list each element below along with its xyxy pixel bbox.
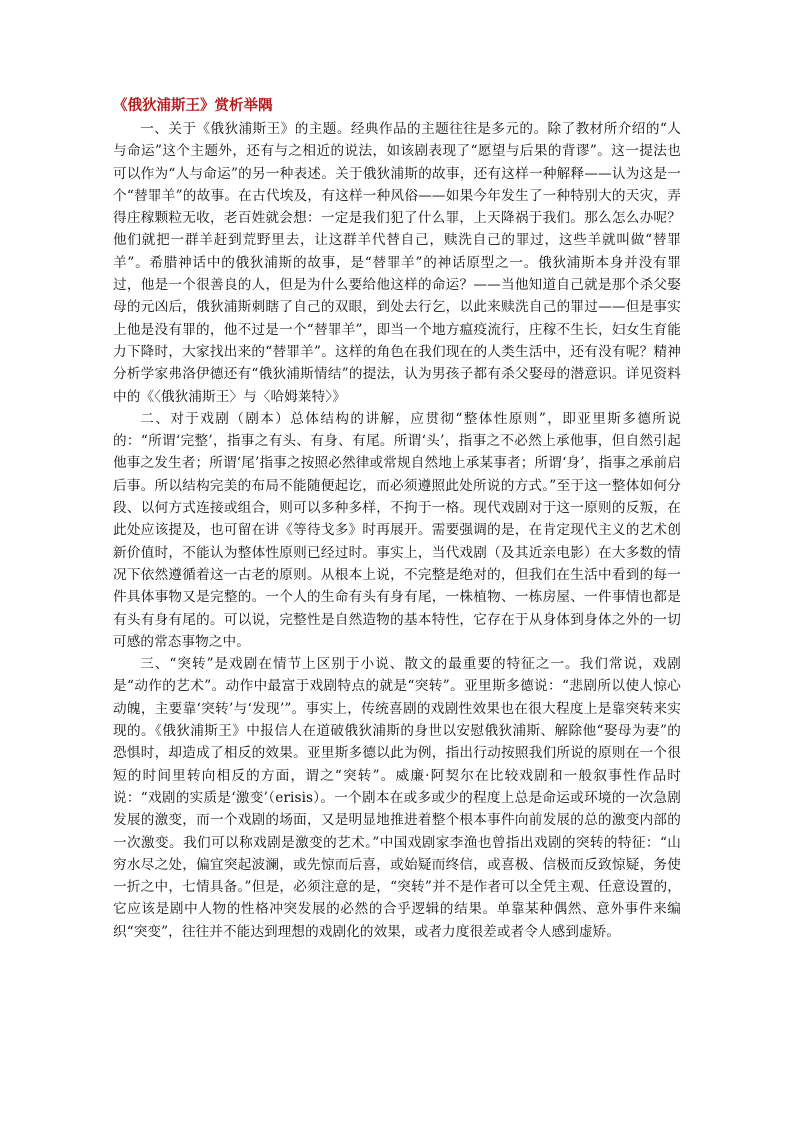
paragraph-theme: 一、关于《俄狄浦斯王》的主题。经典作品的主题往往是多元的。除了教材所介绍的“人与命运”这个主题外，还有与之相近的说法，如该剧表现了“愿望与后果的背谬”。这一提法也可以作为“人与命运”的另一种表述。关于俄狄浦斯的故事，还有这样一种解释——认为这是一个“替罪羊”的故事。在古代埃及，有这样一种风俗——如果今年发生了一种特别大的天灾，弄得庄稼颗粒无收，老百姓就会想：一定是我们犯了什么罪，上天降祸于我们。那么怎么办呢？他们就把一群羊赶到荒野里去，让这群羊代替自己，赎洗自己的罪过，这些羊就叫做“替罪羊”。希腊神话中的俄狄浦斯的故事，是“替罪羊”的神话原型之一。俄狄浦斯本身并没有罪过，他是一个很善良的人，但是为什么要给他这样的命运？——当他知道自己就是那个杀父娶母的元凶后，俄狄浦斯刺瞎了自己的双眼，到处去行乞，以此来赎洗自己的罪过——但是事实上他是没有罪的，他不过是一个“替罪羊”，即当一个地方瘟疫流行，庄稼不生长，妇女生育能力下降时，大家找出来的“替罪羊”。这样的角色在我们现在的人类生活中，还有没有呢？精神分析学家弗洛伊德还有“俄狄浦斯情结”的提法，认为男孩子都有杀父娶母的潜意识。详见资料中的《〈俄狄浦斯王〉与〈哈姆莱特〉》: [113, 121, 681, 405]
document-page: [113, 96, 681, 943]
paragraph-structure: 二、对于戏剧（剧本）总体结构的讲解，应贯彻“整体性原则”，即亚里斯多德所说的：“所谓‘完整’，指事之有头、有身、有尾。所谓‘头’，指事之不必然上承他事，但自然引起他事之发生者；所谓‘尾’指事之按照必然律或常规自然地上承某事者；所谓‘身’，指事之承前启后事。所以结构完美的布局不能随便起讫，而必须遵照此处所说的方式。”至于这一整体如何分段、以何方式连接或组合，则可以多种多样，不拘于一格。现代戏剧对于这一原则的反叛，在此处应该提及，也可留在讲《等待戈多》时再展开。需要强调的是，在肯定现代主义的艺术创新价值时，不能认为整体性原则已经过时。事实上，当代戏剧（及其近亲电影）在大多数的情况下依然遵循着这一古老的原则。从根本上说，不完整是绝对的，但我们在生活中看到的每一件具体事物又是完整的。一个人的生命有头有身有尾，一株植物、一栋房屋、一件事情也都是有头有身有尾的。可以说，完整性是自然造物的基本特性，它存在于从身体到身体之外的一切可感的常态事物之中。: [113, 410, 681, 650]
document-title: 《俄狄浦斯王》赏析举隅: [113, 98, 273, 114]
paragraph-reversal: 三、“突转”是戏剧在情节上区别于小说、散文的最重要的特征之一。我们常说，戏剧是“动作的艺术”。动作中最富于戏剧特点的就是“突转”。亚里斯多德说：“悲剧所以使人惊心动魄，主要靠‘突转’与‘发现’”。事实上，传统喜剧的戏剧性效果也在很大程度上是靠突转来实现的。《俄狄浦斯王》中报信人在道破俄狄浦斯的身世以安慰俄狄浦斯、解除他“娶母为妻”的恐惧时，却造成了相反的效果。亚里斯多德以此为例，指出行动按照我们所说的原则在一个很短的时间里转向相反的方面，谓之“突转”。威廉·阿契尔在比较戏剧和一般叙事性作品时说：“戏剧的实质是‘激变’（erisis）。一个剧本在或多或少的程度上总是命运或环境的一次急剧发展的激变，而一个戏剧的场面，又是明显地推进着整个根本事件向前发展的总的激变内部的一次激变。我们可以称戏剧是激变的艺术。”中国戏剧家李渔也曾指出戏剧的突转的特征：“山穷水尽之处，偏宜突起波澜，或先惊而后喜，或始疑而终信，或喜极、信极而反致惊疑，务使一折之中，七情具备。”但是，必须注意的是，“突转”并不是作者可以全凭主观、任意设置的，它应该是剧中人物的性格冲突发展的必然的合乎逻辑的结果。单靠某种偶然、意外事件来编织“突变”，往往并不能达到理想的戏剧化的效果，或者力度很差或者令人感到虚矫。: [113, 656, 681, 940]
